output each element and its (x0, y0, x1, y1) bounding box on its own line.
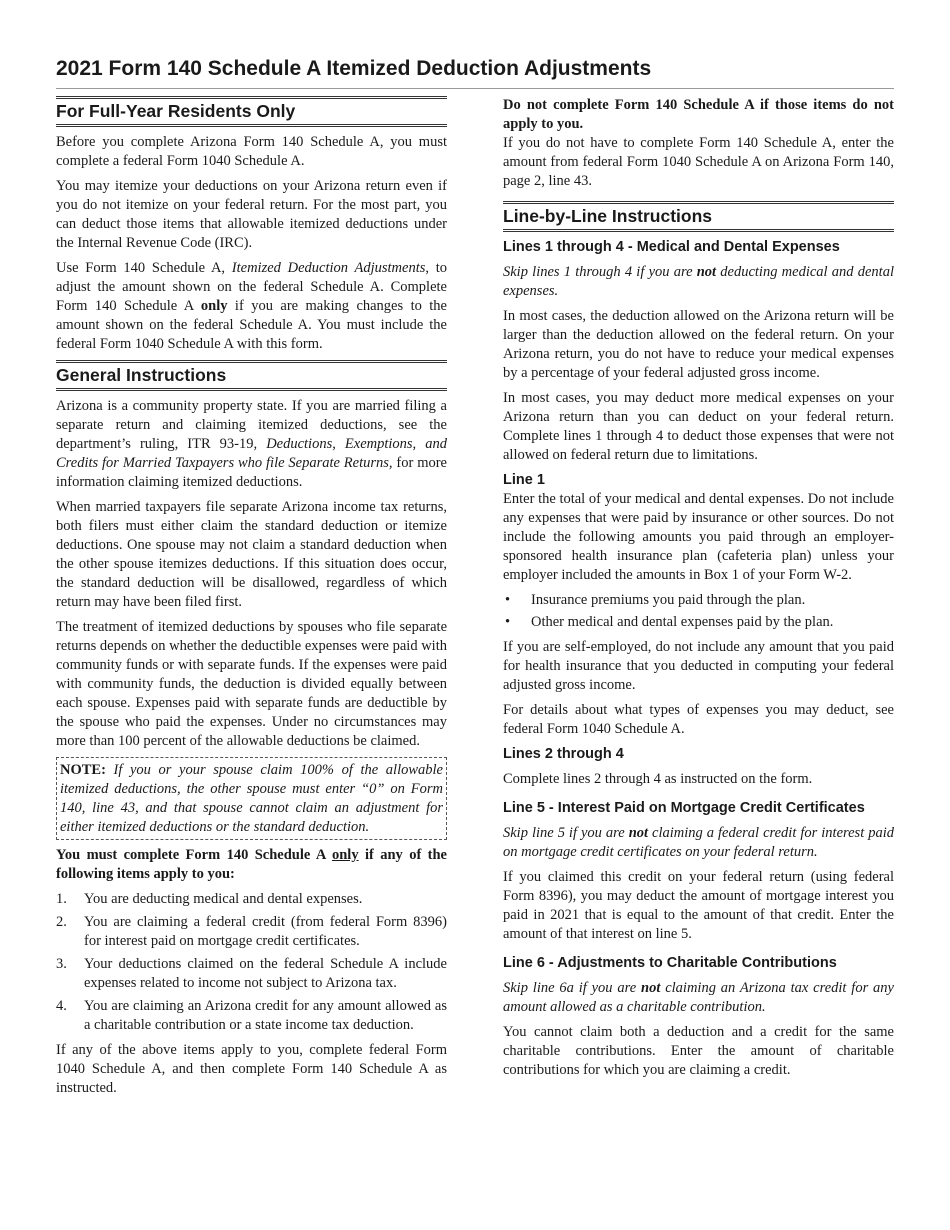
general-paragraph-3: The treatment of itemized deductions by spouses who file separate returns depends on whether the deductible expenses were paid with community funds or with separate funds. If the expenses were paid with community funds, the deduction is divided equally between each spouse. Expenses paid with separate funds are deductible by the spouse who paid the expenses. Under no circumstances may more than 100 percent of the allowable deductions be claimed. (56, 619, 447, 749)
residents-paragraph-2: You may itemize your deductions on your Arizona return even if you do not itemize on your federal return. For the most part, you can deduct those items that allowable itemized deductions under the Internal Revenue Code (IRC). (56, 178, 447, 251)
self-employed-paragraph: If you are self-employed, do not include any amount that you paid for health insurance that you deducted in computing your federal adjusted gross income. (503, 639, 894, 693)
note-text: If you or your spouse claim 100% of the allowable itemized deductions, the other spouse must enter “0” on Form 140, line 43, and that spouse cannot claim an adjustment for either itemized deductions or the standard deduction. (60, 762, 443, 835)
list-item: • Insurance premiums you paid through the plan. (505, 592, 806, 608)
lines-1-4-paragraph-2: In most cases, you may deduct more medical expenses on your Arizona return than you can deduct on your federal return. Complete lines 1 through 4 to deduct those expenses that were not allowed on federal return due to limitations. (503, 390, 894, 463)
list-item: 2. You are claiming a federal credit (from federal Form 8396) for interest paid on mortgage credit certificates. (56, 914, 447, 949)
residents-heading: For Full-Year Residents Only (56, 96, 447, 127)
line-6-skip-note: Skip line 6a if you are not claiming an Arizona tax credit for any amount allowed as a charitable contribution. (503, 980, 894, 1015)
plan-bullets (503, 591, 894, 632)
line-5-skip-note: Skip line 5 if you are not claiming a federal credit for interest paid on mortgage credit certificates on your federal return. (503, 825, 894, 860)
list-item: 3. Your deductions claimed on the federal Schedule A include expenses related to income not subject to Arizona tax. (56, 956, 447, 991)
lines-2-4-heading: Lines 2 through 4 (503, 746, 624, 762)
general-paragraph-1: Arizona is a community property state. If you are married filing a separate return and claiming itemized deductions, see the department’s ruling, ITR 93-19, Deductions, Exemptions, and Credits for Married Taxpayers who file Separate Returns, for more information claiming itemized deductions. (56, 398, 447, 490)
must-complete-statement: You must complete Form 140 Schedule A only if any of the following items apply to you: (56, 847, 447, 882)
closing-paragraph: If any of the above items apply to you, complete federal Form 1040 Schedule A, and then complete Form 140 Schedule A as instructed. (56, 1042, 447, 1096)
do-not-complete-notice: Do not complete Form 140 Schedule A if those items do not apply to you. (503, 97, 894, 132)
line-6-text: You cannot claim both a deduction and a credit for the same charitable contributions. Enter the amount of charitable contributions for which you are claiming a credit. (503, 1024, 894, 1078)
line-5-text: If you claimed this credit on your federal return (using federal Form 8396), you may deduct the amount of mortgage interest you paid in 2021 that is equal to the amount of that credit. Enter the amount of that interest on line 5. (503, 869, 894, 942)
note-label: NOTE: (60, 762, 106, 778)
page-title: 2021 Form 140 Schedule A Itemized Deduction Adjustments (56, 56, 894, 89)
general-paragraph-2: When married taxpayers file separate Arizona income tax returns, both filers must either claim the standard deduction or itemize deductions. One spouse may not claim a standard deduction when the other spouse itemizes deductions. If this situation does occur, the standard deduction will be disallowed, regardless of which return may have been filed first. (56, 499, 447, 610)
line-1-heading: Line 1 (503, 472, 545, 488)
line-5-heading: Line 5 - Interest Paid on Mortgage Credit Certificates (503, 800, 865, 816)
lines-1-4-skip-note: Skip lines 1 through 4 if you are not deducting medical and dental expenses. (503, 264, 894, 299)
line-1-text: Enter the total of your medical and dental expenses. Do not include any expenses that were paid by insurance or other sources. Do not include the following amounts you paid through an employer-sponsored health insurance plan (cafeteria plan) unless your employer included the amounts in Box 1 of your Form W-2. (503, 491, 894, 583)
residents-paragraph-1: Before you complete Arizona Form 140 Schedule A, you must complete a federal Form 1040 Schedule A. (56, 134, 447, 169)
conditions-list (56, 890, 447, 1035)
lines-2-4-text: Complete lines 2 through 4 as instructed on the form. (503, 771, 813, 787)
lines-1-4-heading: Lines 1 through 4 - Medical and Dental Expenses (503, 239, 840, 255)
list-item: 4. You are claiming an Arizona credit for any amount allowed as a charitable contribution or a state income tax deduction. (56, 998, 447, 1033)
list-item: 1. You are deducting medical and dental expenses. (56, 891, 363, 907)
note-box (56, 757, 447, 840)
right-column (503, 96, 894, 1086)
lines-1-4-paragraph-1: In most cases, the deduction allowed on the Arizona return will be larger than the deduction allowed on the federal return. On your Arizona return, you do not have to reduce your medical expenses by a percentage of your federal adjusted gross income. (503, 308, 894, 381)
do-not-complete-text: If you do not have to complete Form 140 Schedule A, enter the amount from federal Form 1040 Schedule A on Arizona Form 140, page 2, line 43. (503, 135, 894, 189)
list-item: • Other medical and dental expenses paid by the plan. (505, 614, 834, 630)
line-by-line-heading: Line-by-Line Instructions (503, 201, 894, 232)
general-instructions-heading: General Instructions (56, 360, 447, 391)
left-column (56, 96, 447, 1104)
line-6-heading: Line 6 - Adjustments to Charitable Contributions (503, 955, 837, 971)
details-paragraph: For details about what types of expenses you may deduct, see federal Form 1040 Schedule A. (503, 702, 894, 737)
residents-paragraph-3: Use Form 140 Schedule A, Itemized Deduction Adjustments, to adjust the amount shown on the federal Schedule A. Complete Form 140 Schedule A only if you are making changes to the amount shown on the federal Schedule A. You must include the federal Form 1040 Schedule A with this form. (56, 260, 447, 352)
